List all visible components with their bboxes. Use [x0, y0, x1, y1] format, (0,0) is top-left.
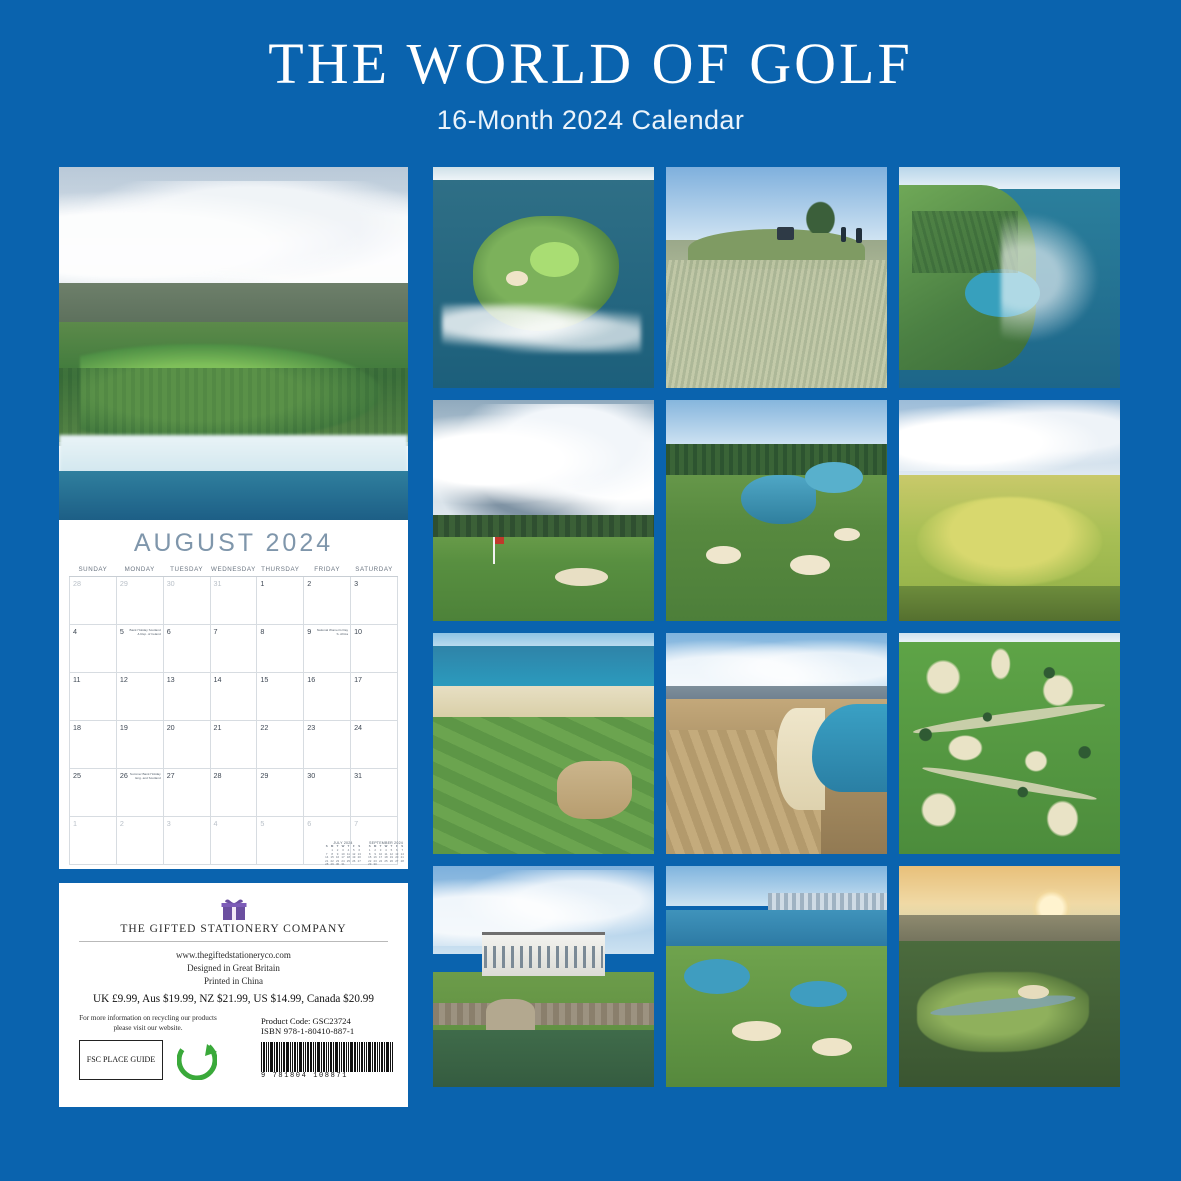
isbn-code: ISBN 978-1-80410-887-1 — [261, 1025, 355, 1036]
day-number: 14 — [213, 675, 222, 684]
mini-day — [357, 863, 362, 867]
calendar-day-cell — [210, 817, 257, 865]
calendar-day-cell — [210, 577, 257, 625]
mini-day: 6 — [358, 847, 361, 852]
mini-day: 22 — [330, 858, 334, 863]
month-grid — [69, 565, 398, 865]
calendar-day-cell — [304, 769, 351, 817]
mini-weekday: W — [341, 844, 345, 849]
product-code: Product Code: GSC23724 — [261, 1015, 351, 1026]
mini-day: 3 — [379, 847, 382, 852]
mini-weekday: T — [379, 844, 382, 849]
calendar-day-cell — [163, 625, 210, 673]
calendar-week-row — [70, 625, 398, 673]
calendar-day-cell — [257, 673, 304, 721]
mini-day: 2 — [374, 847, 376, 852]
mini-day: 23 — [373, 858, 377, 863]
day-number: 30 — [166, 579, 175, 588]
mini-weekday: W — [384, 844, 388, 849]
calendar-day-cell — [70, 769, 117, 817]
calendar-day-cell — [116, 625, 163, 673]
day-event-label: Bank Holiday Scotland & Rep. of Ireland — [129, 628, 161, 637]
mini-weekday: T — [390, 844, 393, 849]
day-number: 9 — [307, 627, 312, 636]
mini-day: 14 — [400, 851, 404, 856]
mini-day: 15 — [368, 855, 372, 860]
day-number: 22 — [260, 723, 269, 732]
day-number: 17 — [354, 675, 363, 684]
day-number: 30 — [307, 771, 316, 780]
photo-beach-dunes — [666, 633, 887, 854]
calendar-day-cell — [304, 577, 351, 625]
mini-day: 3 — [342, 847, 344, 852]
recycle-icon — [177, 1040, 217, 1080]
mini-day: 21 — [325, 858, 329, 863]
calendar-day-cell — [163, 673, 210, 721]
day-number: 28 — [213, 771, 222, 780]
day-number: 11 — [73, 675, 81, 684]
mini-day: 10 — [341, 851, 345, 856]
recycling-note: For more information on recycling our products please visit our website. — [79, 1014, 217, 1032]
photo-lakes-fairways — [666, 400, 887, 621]
calendar-day-cell — [70, 625, 117, 673]
product-codes — [261, 1016, 394, 1080]
calendar-day-cell — [351, 577, 398, 625]
mini-day: 16 — [335, 855, 340, 860]
mini-weekday: S — [325, 844, 328, 849]
calendar-day-cell — [257, 769, 304, 817]
mini-day: 2 — [336, 847, 339, 852]
mini-weekday: S — [358, 844, 361, 849]
mini-day: 28 — [400, 858, 404, 863]
calendar-day-cell — [163, 769, 210, 817]
calendar-day-cell — [116, 769, 163, 817]
barcode — [261, 1038, 394, 1072]
mini-day: 11 — [384, 851, 388, 856]
day-number: 7 — [213, 627, 218, 636]
mini-day: 26 — [352, 858, 356, 863]
mini-day: 15 — [330, 855, 334, 860]
mini-weekday: F — [352, 844, 355, 849]
calendar-day-cell — [257, 625, 304, 673]
calendar-day-cell — [210, 769, 257, 817]
day-number: 29 — [260, 771, 269, 780]
day-number: 5 — [119, 627, 124, 636]
calendar-day-cell — [351, 769, 398, 817]
day-event-label: Summer Bank Holiday Eng. and Scotland — [129, 772, 161, 781]
mini-day: 1 — [331, 847, 333, 852]
weekday-wednesday: WEDNESDAY — [210, 565, 257, 577]
day-number: 10 — [354, 627, 363, 636]
mini-month-title: JULY 2024 — [333, 841, 353, 846]
mini-day: 1 — [368, 847, 371, 852]
cover-photo — [59, 167, 408, 520]
photo-tropical-coast — [899, 167, 1120, 388]
mini-day: 9 — [336, 851, 339, 856]
mini-month — [367, 841, 405, 867]
calendar-week-row — [70, 673, 398, 721]
cover-sea — [59, 471, 408, 520]
photo-estuary-course — [433, 633, 654, 854]
photo-city-skyline-course — [666, 866, 887, 1087]
photo-stormy-parkland — [433, 400, 654, 621]
printed-line: Printed in China — [204, 976, 263, 987]
calendar-day-cell — [351, 721, 398, 769]
mini-day: 7 — [325, 851, 328, 856]
weekday-thursday: THURSDAY — [257, 565, 304, 577]
mini-weekday: S — [401, 844, 404, 849]
mini-day — [400, 863, 405, 867]
calendar-day-cell — [70, 577, 117, 625]
mini-weekday: T — [347, 844, 350, 849]
mini-day: 19 — [389, 855, 393, 860]
mini-day: 29 — [330, 862, 334, 867]
calendar-day-cell — [116, 577, 163, 625]
mini-day: 13 — [395, 851, 399, 856]
mini-weekday: M — [330, 844, 334, 849]
day-number: 12 — [119, 675, 128, 684]
day-number: 1 — [260, 579, 265, 588]
mini-day: 16 — [373, 855, 377, 860]
day-number: 31 — [354, 771, 363, 780]
day-number: 29 — [119, 579, 128, 588]
mini-day: 5 — [390, 847, 393, 852]
mini-day: 21 — [400, 855, 404, 860]
day-number: 19 — [119, 723, 128, 732]
calendar-day-cell — [116, 721, 163, 769]
calendar-page-preview — [59, 167, 408, 869]
mini-day: 12 — [352, 851, 356, 856]
page-subtitle: 16-Month 2024 Calendar — [436, 104, 745, 135]
page-header — [0, 0, 1181, 136]
mini-month — [324, 841, 362, 867]
photo-sunset-valley — [899, 866, 1120, 1087]
photo-grid — [433, 167, 1122, 1107]
calendar-day-cell — [257, 577, 304, 625]
mini-day: 24 — [341, 858, 345, 863]
cover-treeline — [59, 368, 408, 446]
day-number: 27 — [166, 771, 175, 780]
mini-day: 8 — [331, 851, 333, 856]
mini-weekday: M — [373, 844, 377, 849]
day-number: 3 — [354, 579, 359, 588]
day-number: 31 — [213, 579, 222, 588]
left-column — [59, 167, 408, 1107]
mini-weekday: F — [395, 844, 398, 849]
mini-day: 29 — [368, 862, 372, 867]
fsc-label: FSC PLACE GUIDE — [79, 1040, 163, 1080]
calendar-day-cell — [304, 721, 351, 769]
day-number: 16 — [307, 675, 316, 684]
day-number: 28 — [73, 579, 81, 588]
calendar-week-row — [70, 577, 398, 625]
mini-day: 17 — [341, 855, 345, 860]
mini-day: 23 — [335, 858, 340, 863]
calendar-day-cell — [210, 721, 257, 769]
price-line: UK £9.99, Aus $19.99, NZ $21.99, US $14.99, Canada $20.99 — [93, 993, 374, 1006]
weekday-friday: FRIDAY — [304, 565, 351, 577]
mini-day: 24 — [378, 858, 383, 863]
mini-day: 8 — [368, 851, 371, 856]
barcode-digits: 9 781804 108871 — [261, 1071, 349, 1080]
calendar-day-cell — [210, 673, 257, 721]
day-number: 4 — [73, 627, 77, 636]
day-number: 2 — [119, 819, 124, 828]
day-number: 24 — [354, 723, 363, 732]
mini-day: 25 — [384, 858, 388, 863]
mini-weekday: T — [336, 844, 339, 849]
month-title: AUGUST 2024 — [133, 529, 334, 557]
calendar-day-cell — [116, 817, 163, 865]
calendar-day-cell — [257, 817, 304, 865]
mini-weekday: S — [368, 844, 371, 849]
day-number: 20 — [166, 723, 175, 732]
calendar-day-cell — [70, 673, 117, 721]
page-title: THE WORLD OF GOLF — [268, 31, 913, 96]
mini-day: 19 — [352, 855, 356, 860]
barcode-bars — [261, 1042, 394, 1072]
brand-name: THE GIFTED STATIONERY COMPANY — [79, 923, 388, 942]
calendar-day-cell — [351, 625, 398, 673]
mini-day: 9 — [374, 851, 376, 856]
day-number: 21 — [213, 723, 222, 732]
day-number: 13 — [166, 675, 175, 684]
mini-day: 11 — [346, 851, 350, 856]
calendar-day-cell — [257, 721, 304, 769]
mini-day: 5 — [353, 847, 355, 852]
day-number: 23 — [307, 723, 316, 732]
mini-day: 28 — [325, 862, 329, 867]
weekday-header-row — [70, 565, 398, 577]
calendar-day-cell — [304, 673, 351, 721]
mini-day: 27 — [357, 858, 361, 863]
mini-day: 17 — [378, 855, 383, 860]
day-number: 15 — [260, 675, 269, 684]
cover-clouds — [59, 181, 408, 287]
mini-day: 20 — [395, 855, 399, 860]
mini-day: 7 — [401, 847, 404, 852]
calendar-day-cell — [351, 673, 398, 721]
calendar-day-cell — [70, 817, 117, 865]
mini-day: 13 — [357, 851, 361, 856]
weekday-sunday: SUNDAY — [70, 565, 117, 577]
mini-day: 25 — [346, 858, 350, 863]
calendar-week-row — [70, 769, 398, 817]
calendar-day-cell — [163, 817, 210, 865]
calendar-day-cell — [304, 625, 351, 673]
calendar-day-cell — [163, 721, 210, 769]
mini-month-title: SEPTEMBER 2024 — [369, 841, 403, 846]
mini-day: 26 — [389, 858, 393, 863]
mini-day: 31 — [341, 862, 345, 867]
mini-day: 6 — [396, 847, 398, 852]
mini-day: 10 — [378, 851, 383, 856]
mini-months — [324, 841, 405, 867]
calendar-day-cell — [116, 673, 163, 721]
day-number: 4 — [213, 819, 218, 828]
day-number: 3 — [166, 819, 171, 828]
day-number: 8 — [260, 627, 265, 636]
mini-day: 18 — [346, 855, 350, 860]
photo-links-dunes — [666, 167, 887, 388]
photo-clubhouse-hotel — [433, 866, 654, 1087]
day-number: 7 — [354, 819, 359, 828]
mini-day: 4 — [385, 847, 387, 852]
mini-day: 22 — [368, 858, 372, 863]
designed-line: Designed in Great Britain — [187, 963, 280, 974]
mini-day: 12 — [389, 851, 393, 856]
weekday-monday: MONDAY — [116, 565, 163, 577]
publisher-info-card — [59, 883, 408, 1107]
day-number: 25 — [73, 771, 81, 780]
day-number: 6 — [166, 627, 171, 636]
mini-day: 30 — [335, 862, 340, 867]
info-bottom-row — [73, 1009, 394, 1079]
mini-day: 30 — [373, 862, 377, 867]
mini-day: 14 — [325, 855, 329, 860]
gift-icon — [221, 897, 247, 921]
calendar-back-cover — [59, 167, 1122, 1107]
mini-day: 20 — [357, 855, 361, 860]
weekday-tuesday: TUESDAY — [163, 565, 210, 577]
day-number: 26 — [119, 771, 128, 780]
calendar-day-cell — [70, 721, 117, 769]
calendar-week-row — [70, 721, 398, 769]
mini-day: 4 — [347, 847, 350, 852]
website-line: www.thegiftedstationeryco.com — [176, 950, 291, 960]
day-number: 6 — [307, 819, 312, 828]
day-number: 5 — [260, 819, 265, 828]
day-number: 2 — [307, 579, 312, 588]
day-event-label: National Women's Day S. Africa — [316, 628, 349, 637]
calendar-day-cell — [163, 577, 210, 625]
weekday-saturday: SATURDAY — [351, 565, 398, 577]
mini-day: 27 — [395, 858, 399, 863]
photo-island-green — [433, 167, 654, 388]
mini-day: 18 — [384, 855, 388, 860]
calendar-day-cell — [210, 625, 257, 673]
photo-aerial-layout — [899, 633, 1120, 854]
day-number: 18 — [73, 723, 81, 732]
photo-golden-links — [899, 400, 1120, 621]
day-number: 1 — [73, 819, 77, 828]
